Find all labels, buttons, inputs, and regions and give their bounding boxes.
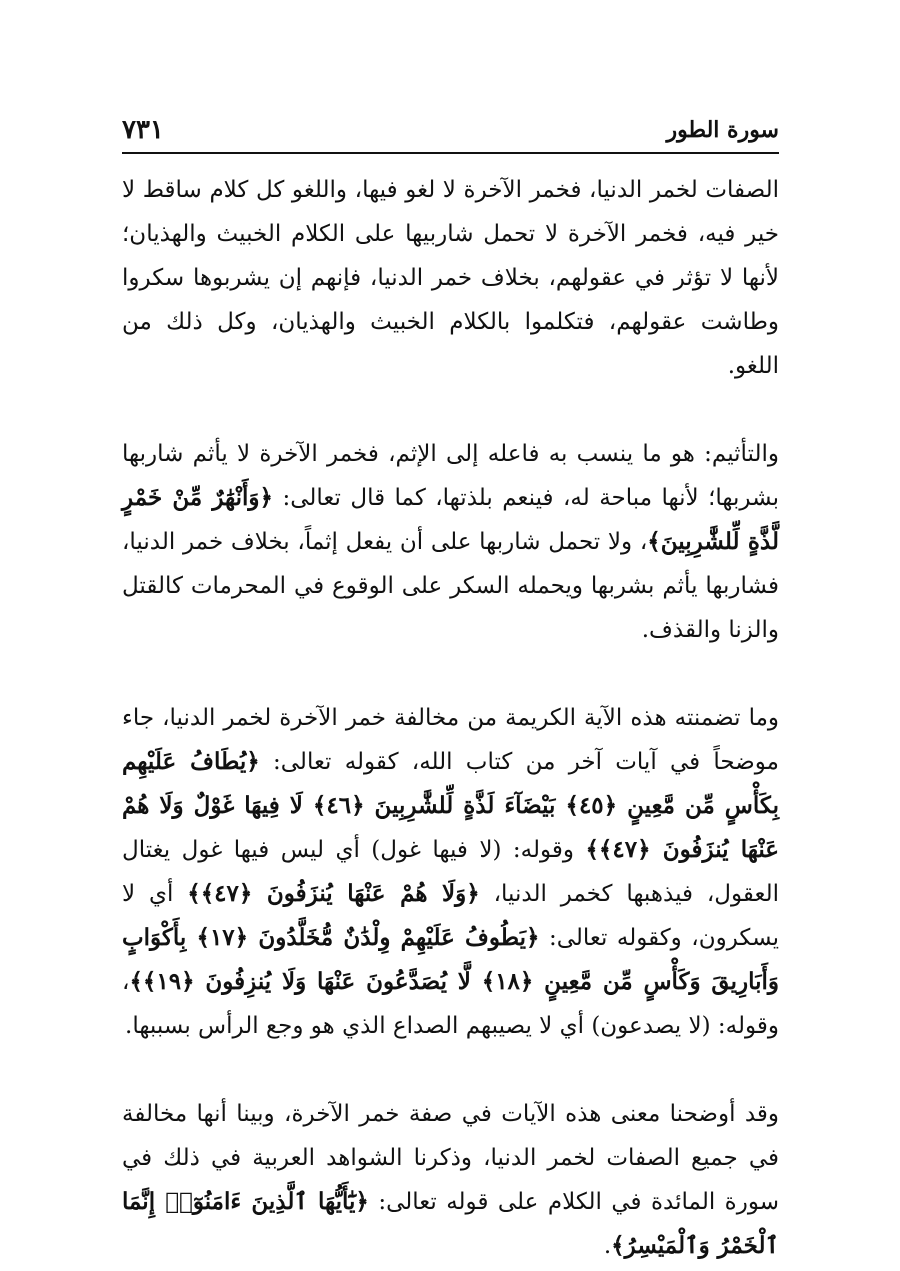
header-divider bbox=[122, 152, 779, 154]
paragraph-text: وما تضمنته هذه الآية الكريمة من مخالفة خمر الآخرة لخمر الدنيا، جاء موضحاً في آيات آخر من كتاب الله، كقوله تعالى: bbox=[122, 705, 779, 775]
paragraph-text: . bbox=[603, 1233, 612, 1259]
paragraph bbox=[122, 696, 779, 1048]
paragraph-text: الصفات لخمر الدنيا، فخمر الآخرة لا لغو فيها، واللغو كل كلام ساقط لا خير فيه، فخمر الآخرة لا تحمل شاربيها على الكلام الخبيث والهذيان؛ لأنها لا تؤثر في عقولهم، بخلاف خمر الدنيا، فإنهم إن يشربوها سكروا وطاشت عقولهم، فتكلموا بالكلام الخبيث والهذيان، وكل ذلك من اللغو. bbox=[122, 177, 779, 379]
surah-title: سورة الطور bbox=[666, 117, 779, 143]
quran-verse: ﴿يَٰٓأَيُّهَا ٱلَّذِينَ ءَامَنُوٓا۟ إِنَّمَا ٱلْخَمْرُ وَٱلْمَيْسِرُ﴾ bbox=[122, 1188, 779, 1259]
quran-verse: ﴿وَأَنْهَٰرٌ مِّنْ خَمْرٍ لَّذَّةٍ لِّلشَّٰرِبِينَ﴾ bbox=[122, 484, 779, 555]
quran-verse: ﴿وَلَا هُمْ عَنْهَا يُنزَفُونَ ﴿٤٧﴾﴾ bbox=[187, 880, 480, 907]
paragraph bbox=[122, 1092, 779, 1268]
paragraph-text: ، ولا تحمل شاربها على أن يفعل إثماً، بخلاف خمر الدنيا، فشاربها يأثم بشربها ويحمله السكر على الوقوع في المحرمات كالقتل والزنا والقذف. bbox=[122, 529, 779, 643]
paragraph-text: ، وقوله: (لا يصدعون) أي لا يصيبهم الصداع الذي هو وجع الرأس بسببها. bbox=[122, 969, 779, 1039]
quran-verse: ﴿يَطُوفُ عَلَيْهِمْ وِلْدَٰنٌ مُّخَلَّدُونَ ﴿١٧﴾ بِأَكْوَابٍ وَأَبَارِيقَ وَكَأْسٍ مِّن مَّعِينٍ ﴿١٨﴾ لَّا يُصَدَّعُونَ عَنْهَا وَلَا يُنزِفُونَ ﴿١٩﴾﴾ bbox=[122, 924, 780, 995]
paragraph-text: أي لا يسكرون، وكقوله تعالى: bbox=[122, 881, 779, 951]
paragraph bbox=[122, 432, 779, 652]
page-header bbox=[122, 112, 779, 148]
paragraph-text: والتأثيم: هو ما ينسب به فاعله إلى الإثم، فخمر الآخرة لا يأثم شاربها بشربها؛ لأنها مباحة له، فينعم بلذتها، كما قال تعالى: bbox=[122, 441, 779, 511]
quran-verse: ﴿يُطَافُ عَلَيْهِم بِكَأْسٍ مِّن مَّعِينٍ ﴿٤٥﴾ بَيْضَآءَ لَذَّةٍ لِّلشَّٰرِبِينَ ﴿٤٦﴾ لَا فِيهَا غَوْلٌ وَلَا هُمْ عَنْهَا يُنزَفُونَ ﴿٤٧﴾﴾ bbox=[122, 748, 779, 863]
body-text bbox=[122, 168, 779, 1268]
page-number: ٧٣١ bbox=[122, 115, 164, 145]
paragraph-text: وقد أوضحنا معنى هذه الآيات في صفة خمر الآخرة، وبينا أنها مخالفة في جميع الصفات لخمر الدنيا، وذكرنا الشواهد العربية في ذلك في سورة المائدة في الكلام على قوله تعالى: bbox=[122, 1101, 779, 1215]
paragraph-text: وقوله: (لا فيها غول) أي ليس فيها غول يغتال العقول، فيذهبها كخمر الدنيا، bbox=[122, 837, 779, 907]
paragraph bbox=[122, 168, 779, 388]
